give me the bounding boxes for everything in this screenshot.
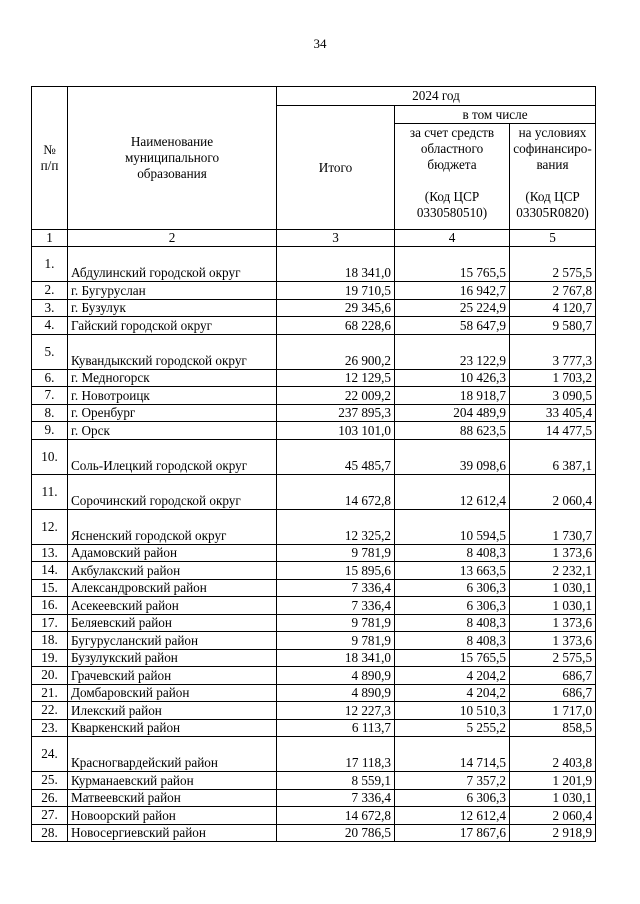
municipality-name: Александровский район — [68, 579, 277, 597]
municipality-name: Асекеевский район — [68, 597, 277, 615]
row-number: 7. — [32, 387, 68, 405]
row-number: 22. — [32, 702, 68, 720]
total-value: 12 227,3 — [277, 702, 395, 720]
regional-value: 16 942,7 — [395, 282, 510, 300]
row-number: 18. — [32, 632, 68, 650]
header-name: Наименование муниципального образования — [68, 87, 277, 230]
total-value: 237 895,3 — [277, 404, 395, 422]
cofin-value: 1 717,0 — [510, 702, 596, 720]
cofin-value: 1 373,6 — [510, 632, 596, 650]
total-value: 4 890,9 — [277, 667, 395, 685]
regional-value: 6 306,3 — [395, 597, 510, 615]
cofin-value: 2 575,5 — [510, 649, 596, 667]
cofin-value: 3 090,5 — [510, 387, 596, 405]
table-row — [32, 544, 596, 562]
regional-value: 58 647,9 — [395, 317, 510, 335]
cofin-value: 1 373,6 — [510, 614, 596, 632]
regional-value: 15 765,5 — [395, 649, 510, 667]
table-row — [32, 247, 596, 282]
row-number: 9. — [32, 422, 68, 440]
table-row — [32, 474, 596, 509]
municipality-name: г. Медногорск — [68, 369, 277, 387]
cofin-value: 2 575,5 — [510, 247, 596, 282]
row-number: 15. — [32, 579, 68, 597]
regional-value: 13 663,5 — [395, 562, 510, 580]
row-number: 28. — [32, 824, 68, 842]
regional-value: 204 489,9 — [395, 404, 510, 422]
row-number: 27. — [32, 807, 68, 825]
regional-value: 15 765,5 — [395, 247, 510, 282]
cofin-value: 1 703,2 — [510, 369, 596, 387]
row-number: 16. — [32, 597, 68, 615]
municipality-name: Соль-Илецкий городской округ — [68, 439, 277, 474]
cofin-value: 2 060,4 — [510, 807, 596, 825]
cofin-value: 1 730,7 — [510, 509, 596, 544]
cofin-value: 858,5 — [510, 719, 596, 737]
row-number: 17. — [32, 614, 68, 632]
municipality-name: Кувандыкский городской округ — [68, 334, 277, 369]
cofin-value: 2 060,4 — [510, 474, 596, 509]
municipality-name: Ясненский городской округ — [68, 509, 277, 544]
municipality-name: г. Оренбург — [68, 404, 277, 422]
total-value: 14 672,8 — [277, 474, 395, 509]
row-number: 10. — [32, 439, 68, 474]
regional-value: 17 867,6 — [395, 824, 510, 842]
total-value: 22 009,2 — [277, 387, 395, 405]
cofin-value: 686,7 — [510, 684, 596, 702]
table-row — [32, 334, 596, 369]
header-regional: за счет средств областного бюджета (Код ЦСР 0330580510) — [395, 124, 510, 230]
row-number: 13. — [32, 544, 68, 562]
total-value: 45 485,7 — [277, 439, 395, 474]
cofin-value: 2 767,8 — [510, 282, 596, 300]
regional-value: 4 204,2 — [395, 667, 510, 685]
table-row — [32, 404, 596, 422]
municipality-name: Адамовский район — [68, 544, 277, 562]
funding-table — [31, 86, 596, 842]
total-value: 9 781,9 — [277, 544, 395, 562]
cofin-value: 1 030,1 — [510, 579, 596, 597]
table-row — [32, 614, 596, 632]
regional-value: 4 204,2 — [395, 684, 510, 702]
regional-value: 25 224,9 — [395, 299, 510, 317]
table-row — [32, 387, 596, 405]
column-number: 5 — [510, 230, 596, 247]
table-row — [32, 684, 596, 702]
column-number: 1 — [32, 230, 68, 247]
regional-value: 7 357,2 — [395, 772, 510, 790]
total-value: 6 113,7 — [277, 719, 395, 737]
table-row — [32, 439, 596, 474]
cofin-value: 9 580,7 — [510, 317, 596, 335]
municipality-name: Илекский район — [68, 702, 277, 720]
row-number: 19. — [32, 649, 68, 667]
municipality-name: Домбаровский район — [68, 684, 277, 702]
total-value: 14 672,8 — [277, 807, 395, 825]
municipality-name: Гайский городской округ — [68, 317, 277, 335]
cofin-value: 1 373,6 — [510, 544, 596, 562]
total-value: 18 341,0 — [277, 247, 395, 282]
row-number: 6. — [32, 369, 68, 387]
row-number: 26. — [32, 789, 68, 807]
cofin-value: 6 387,1 — [510, 439, 596, 474]
total-value: 29 345,6 — [277, 299, 395, 317]
row-number: 12. — [32, 509, 68, 544]
regional-value: 8 408,3 — [395, 632, 510, 650]
header-including: в том числе — [395, 106, 596, 124]
cofin-value: 2 403,8 — [510, 737, 596, 772]
municipality-name: Абдулинский городской округ — [68, 247, 277, 282]
table-row — [32, 282, 596, 300]
regional-value: 39 098,6 — [395, 439, 510, 474]
regional-value: 5 255,2 — [395, 719, 510, 737]
table-row — [32, 597, 596, 615]
row-number: 8. — [32, 404, 68, 422]
header-total: Итого — [277, 106, 395, 230]
total-value: 7 336,4 — [277, 579, 395, 597]
regional-value: 12 612,4 — [395, 474, 510, 509]
total-value: 15 895,6 — [277, 562, 395, 580]
municipality-name: г. Орск — [68, 422, 277, 440]
total-value: 7 336,4 — [277, 789, 395, 807]
table-row — [32, 772, 596, 790]
row-number: 23. — [32, 719, 68, 737]
table-row — [32, 807, 596, 825]
municipality-name: Сорочинский городской округ — [68, 474, 277, 509]
table-row — [32, 789, 596, 807]
header-year: 2024 год — [277, 87, 596, 106]
row-number: 21. — [32, 684, 68, 702]
municipality-name: Бугурусланский район — [68, 632, 277, 650]
regional-value: 10 594,5 — [395, 509, 510, 544]
regional-value: 6 306,3 — [395, 579, 510, 597]
table-row — [32, 702, 596, 720]
municipality-name: г. Новотроицк — [68, 387, 277, 405]
cofin-value: 1 030,1 — [510, 789, 596, 807]
total-value: 17 118,3 — [277, 737, 395, 772]
table-row — [32, 719, 596, 737]
regional-value: 10 426,3 — [395, 369, 510, 387]
total-value: 18 341,0 — [277, 649, 395, 667]
total-value: 9 781,9 — [277, 632, 395, 650]
cofin-value: 33 405,4 — [510, 404, 596, 422]
row-number: 4. — [32, 317, 68, 335]
municipality-name: Матвеевский район — [68, 789, 277, 807]
cofin-value: 686,7 — [510, 667, 596, 685]
column-number: 4 — [395, 230, 510, 247]
column-number: 2 — [68, 230, 277, 247]
row-number: 1. — [32, 247, 68, 282]
column-number: 3 — [277, 230, 395, 247]
regional-value: 8 408,3 — [395, 614, 510, 632]
total-value: 9 781,9 — [277, 614, 395, 632]
municipality-name: Беляевский район — [68, 614, 277, 632]
total-value: 8 559,1 — [277, 772, 395, 790]
table-row — [32, 369, 596, 387]
municipality-name: Бузулукский район — [68, 649, 277, 667]
regional-value: 88 623,5 — [395, 422, 510, 440]
regional-value: 14 714,5 — [395, 737, 510, 772]
total-value: 103 101,0 — [277, 422, 395, 440]
table-row — [32, 579, 596, 597]
cofin-value: 14 477,5 — [510, 422, 596, 440]
table-row — [32, 509, 596, 544]
row-number: 24. — [32, 737, 68, 772]
total-value: 19 710,5 — [277, 282, 395, 300]
municipality-name: Курманаевский район — [68, 772, 277, 790]
table-row — [32, 824, 596, 842]
table-row — [32, 562, 596, 580]
row-number: 2. — [32, 282, 68, 300]
row-number: 11. — [32, 474, 68, 509]
table-row — [32, 317, 596, 335]
municipality-name: Кваркенский район — [68, 719, 277, 737]
cofin-value: 2 232,1 — [510, 562, 596, 580]
header-cofin: на условиях софинансиро- вания (Код ЦСР 03305R0820) — [510, 124, 596, 230]
municipality-name: Акбулакский район — [68, 562, 277, 580]
table-row — [32, 299, 596, 317]
cofin-value: 2 918,9 — [510, 824, 596, 842]
regional-value: 18 918,7 — [395, 387, 510, 405]
cofin-value: 4 120,7 — [510, 299, 596, 317]
municipality-name: Новоорский район — [68, 807, 277, 825]
municipality-name: Новосергиевский район — [68, 824, 277, 842]
total-value: 68 228,6 — [277, 317, 395, 335]
row-number: 20. — [32, 667, 68, 685]
regional-value: 10 510,3 — [395, 702, 510, 720]
municipality-name: Грачевский район — [68, 667, 277, 685]
municipality-name: г. Бугуруслан — [68, 282, 277, 300]
regional-value: 6 306,3 — [395, 789, 510, 807]
total-value: 7 336,4 — [277, 597, 395, 615]
row-number: 5. — [32, 334, 68, 369]
cofin-value: 3 777,3 — [510, 334, 596, 369]
total-value: 12 129,5 — [277, 369, 395, 387]
cofin-value: 1 201,9 — [510, 772, 596, 790]
regional-value: 12 612,4 — [395, 807, 510, 825]
total-value: 4 890,9 — [277, 684, 395, 702]
table-row — [32, 422, 596, 440]
table-row — [32, 667, 596, 685]
row-number: 25. — [32, 772, 68, 790]
table-row — [32, 737, 596, 772]
regional-value: 8 408,3 — [395, 544, 510, 562]
row-number: 3. — [32, 299, 68, 317]
cofin-value: 1 030,1 — [510, 597, 596, 615]
row-number: 14. — [32, 562, 68, 580]
total-value: 26 900,2 — [277, 334, 395, 369]
page-number: 34 — [313, 36, 327, 51]
total-value: 12 325,2 — [277, 509, 395, 544]
table-row — [32, 632, 596, 650]
total-value: 20 786,5 — [277, 824, 395, 842]
municipality-name: Красногвардейский район — [68, 737, 277, 772]
municipality-name: г. Бузулук — [68, 299, 277, 317]
table-row — [32, 649, 596, 667]
header-num: № п/п — [32, 87, 68, 230]
regional-value: 23 122,9 — [395, 334, 510, 369]
